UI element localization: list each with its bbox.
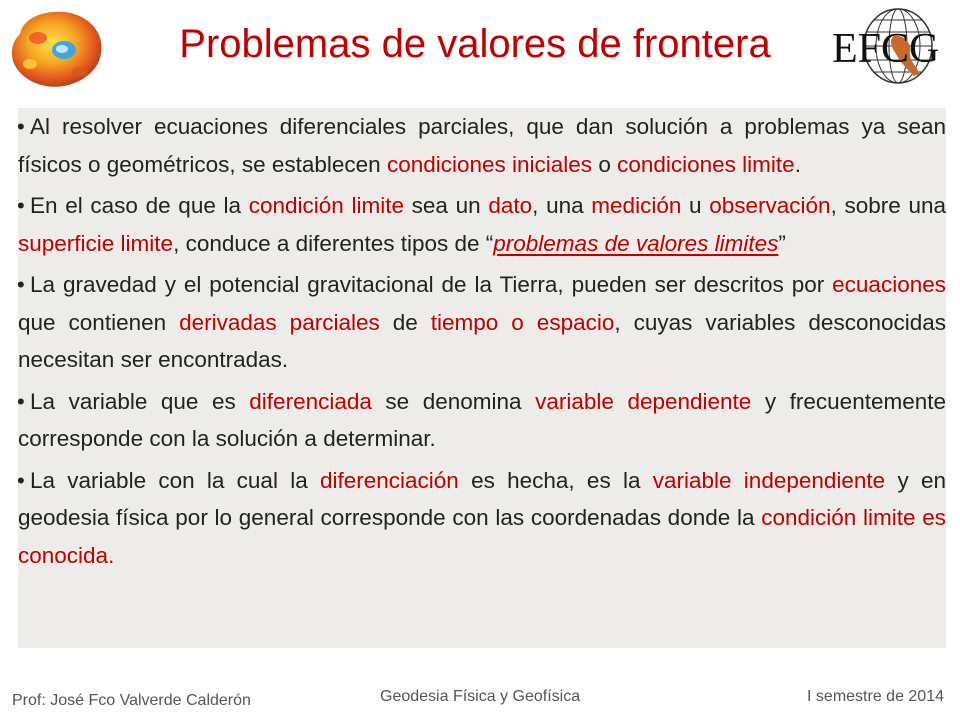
highlighted-term: condición limite: [248, 193, 404, 218]
content-panel: [18, 108, 946, 648]
highlighted-term: dato: [488, 193, 533, 218]
bullet-item: [18, 462, 946, 575]
highlighted-term: condición limite es conocida.: [18, 505, 947, 568]
highlighted-term: variable independiente: [652, 467, 886, 493]
bullet-text: , una: [532, 193, 592, 218]
bullet-text: es hecha, es la: [458, 467, 653, 493]
highlighted-term: observación: [709, 193, 831, 218]
highlighted-term: condiciones limite: [617, 151, 795, 177]
bullet-text: y en geodesia física por lo general corresponde con las coordenadas donde la: [18, 467, 947, 530]
slide-footer: [0, 678, 960, 720]
bullet-item: [18, 108, 946, 183]
bullet-item: [18, 187, 946, 262]
highlighted-term: derivadas parciales: [179, 309, 380, 335]
bullet-text: .: [794, 151, 801, 177]
geoid-globe-icon: [2, 4, 110, 92]
bullet-text: , sobre una: [830, 193, 946, 218]
bullet-text: La gravedad y el potencial gravitacional de la Tierra, pueden ser descritos por: [30, 272, 833, 297]
bullet-text: u: [681, 193, 710, 218]
bullet-item: [18, 383, 946, 458]
highlighted-term: superficie limite: [18, 230, 174, 256]
bullet-item: [18, 266, 946, 379]
bullet-text: , conduce a diferentes tipos de “: [173, 230, 494, 256]
highlighted-term: ecuaciones: [832, 272, 946, 297]
highlighted-term: tiempo o espacio: [430, 309, 615, 335]
efcg-logo-letters: EFCG: [832, 26, 940, 72]
highlighted-underlined-term: problemas de valores limites: [493, 230, 779, 256]
slide-header: [0, 0, 960, 92]
bullet-text: La variable que es: [30, 388, 250, 414]
footer-author: Prof: José Fco Valverde Calderón: [12, 692, 251, 709]
bullet-text: que contienen: [18, 309, 180, 335]
globe-grid-icon: [826, 6, 960, 86]
bullet-text: de: [379, 309, 431, 335]
bullet-text: ”: [778, 230, 786, 256]
footer-course: Geodesia Física y Geofísica: [380, 688, 581, 705]
bullet-text: En el caso de que la: [30, 193, 249, 218]
highlighted-term: medición: [591, 193, 682, 218]
slide-title: Problemas de valores de frontera: [179, 22, 771, 66]
highlighted-term: variable dependiente: [535, 388, 752, 414]
bullet-dot-icon: •: [17, 114, 25, 139]
bullet-dot-icon: •: [17, 193, 25, 218]
highlighted-term: condiciones iniciales: [386, 151, 593, 177]
highlighted-term: diferenciación: [319, 467, 459, 493]
bullet-dot-icon: •: [17, 388, 25, 414]
bullet-text: sea un: [403, 193, 489, 218]
bullet-text: , cuyas variables desconocidas necesitan ser encontradas.: [18, 309, 947, 372]
bullet-list: [18, 108, 946, 574]
bullet-text: La variable con la cual la: [30, 467, 320, 493]
bullet-text: o: [592, 151, 618, 177]
bullet-dot-icon: •: [17, 467, 25, 493]
bullet-text: y frecuentemente corresponde con la solución a determinar.: [18, 388, 947, 451]
highlighted-term: diferenciada: [249, 388, 372, 414]
footer-semester: I semestre de 2014: [807, 688, 944, 705]
bullet-dot-icon: •: [17, 272, 25, 297]
bullet-text: se denomina: [371, 388, 536, 414]
bullet-text: Al resolver ecuaciones diferenciales parciales, que dan solución a problemas ya sean físicos o geométricos, se establecen: [18, 114, 946, 177]
